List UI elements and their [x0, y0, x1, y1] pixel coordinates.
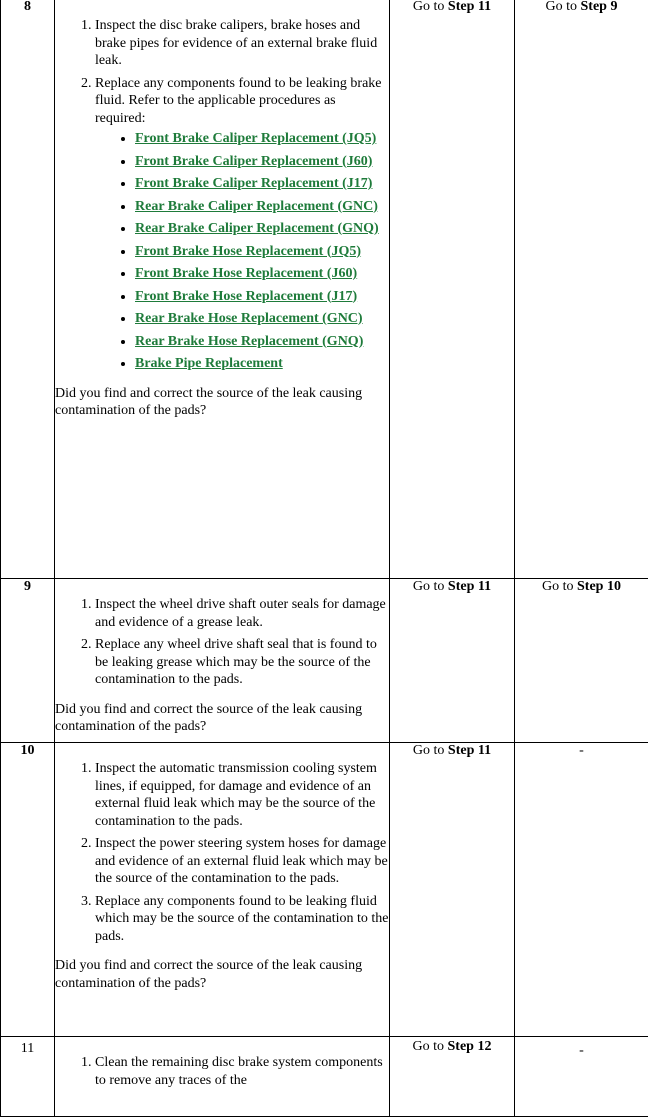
- table-row-step-8: [1, 0, 648, 579]
- link-front-brake-hose-jq5[interactable]: Front Brake Hose Replacement (JQ5): [135, 244, 361, 259]
- yes-prefix: Go to: [413, 1039, 448, 1054]
- list-item: [135, 130, 389, 148]
- instruction-list: [55, 760, 389, 945]
- list-item: [135, 198, 389, 216]
- step-question: Did you find and correct the source of the leak causing contamination of the pads?: [55, 701, 389, 736]
- no-step-link[interactable]: Step 9: [581, 0, 618, 14]
- instruction-item: 2. Replace any wheel drive shaft seal that is found to be leaking grease which may be the source of the contamination to the pads.: [95, 636, 389, 689]
- yes-result: [390, 579, 515, 743]
- link-rear-brake-hose-gnc[interactable]: Rear Brake Hose Replacement (GNC): [135, 311, 363, 326]
- yes-step-link[interactable]: Step 12: [448, 1039, 492, 1054]
- no-step-link[interactable]: Step 10: [577, 579, 621, 594]
- link-rear-brake-caliper-gnc[interactable]: Rear Brake Caliper Replacement (GNC): [135, 199, 378, 214]
- yes-prefix: Go to: [413, 0, 448, 14]
- yes-result: [390, 0, 515, 579]
- yes-prefix: Go to: [413, 743, 448, 758]
- list-item: [135, 265, 389, 283]
- step-action: [55, 743, 390, 1037]
- table-row-step-9: [1, 579, 648, 743]
- step-number: 9: [1, 579, 55, 743]
- step-question: Did you find and correct the source of the leak causing contamination of the pads?: [55, 385, 389, 420]
- yes-step-link[interactable]: Step 11: [448, 743, 491, 758]
- instruction-list: [55, 17, 389, 373]
- table-row-step-10: [1, 743, 648, 1037]
- link-rear-brake-caliper-gnq[interactable]: Rear Brake Caliper Replacement (GNQ): [135, 221, 379, 236]
- instruction-item: 1. Inspect the wheel drive shaft outer seals for damage and evidence of a grease leak.: [95, 596, 389, 631]
- instruction-item: 1. Inspect the automatic transmission cooling system lines, if equipped, for damage and evidence of an external fluid leak which may be the source of the contamination to the pads.: [95, 760, 389, 830]
- no-result: [515, 579, 648, 743]
- link-brake-pipe[interactable]: Brake Pipe Replacement: [135, 356, 283, 371]
- list-item: [135, 333, 389, 351]
- link-front-brake-caliper-jq5[interactable]: Front Brake Caliper Replacement (JQ5): [135, 131, 376, 146]
- list-item: [135, 243, 389, 261]
- step-number: 11: [1, 1037, 55, 1117]
- link-front-brake-caliper-j60[interactable]: Front Brake Caliper Replacement (J60): [135, 154, 372, 169]
- instruction-text: Replace any components found to be leaking brake fluid. Refer to the applicable procedures as required:: [95, 76, 382, 126]
- step-action: [55, 0, 390, 579]
- procedure-link-list: [95, 130, 389, 373]
- link-front-brake-hose-j60[interactable]: Front Brake Hose Replacement (J60): [135, 266, 357, 281]
- instruction-list: [55, 1054, 389, 1089]
- instruction-list: [55, 596, 389, 689]
- yes-result: [390, 743, 515, 1037]
- no-prefix: Go to: [542, 579, 577, 594]
- instruction-item: 1. Inspect the disc brake calipers, brake hoses and brake pipes for evidence of an external brake fluid leak.: [95, 17, 389, 70]
- list-item: [135, 153, 389, 171]
- step-action: [55, 579, 390, 743]
- step-number: 10: [1, 743, 55, 1037]
- instruction-item: 2. Inspect the power steering system hoses for damage and evidence of an external fluid leak which may be the source of the contamination to the pads.: [95, 835, 389, 888]
- list-item: [135, 175, 389, 193]
- list-item: [135, 355, 389, 373]
- yes-step-link[interactable]: Step 11: [448, 579, 491, 594]
- instruction-item: 1. Clean the remaining disc brake system components to remove any traces of the: [95, 1054, 389, 1089]
- yes-result: [390, 1037, 515, 1117]
- no-result: -: [515, 743, 648, 1037]
- link-front-brake-caliper-j17[interactable]: Front Brake Caliper Replacement (J17): [135, 176, 372, 191]
- no-result: -: [515, 1037, 648, 1117]
- list-item: [135, 220, 389, 238]
- table-row-step-11: [1, 1037, 648, 1117]
- yes-step-link[interactable]: Step 11: [448, 0, 491, 14]
- yes-prefix: Go to: [413, 579, 448, 594]
- instruction-item: 3. Replace any components found to be leaking fluid which may be the source of the contamination to the pads.: [95, 893, 389, 946]
- link-front-brake-hose-j17[interactable]: Front Brake Hose Replacement (J17): [135, 289, 357, 304]
- list-item: [135, 288, 389, 306]
- no-result: [515, 0, 648, 579]
- list-item: [135, 310, 389, 328]
- instruction-item: [95, 75, 389, 373]
- step-action: [55, 1037, 390, 1117]
- no-prefix: Go to: [546, 0, 581, 14]
- step-number: 8: [1, 0, 55, 579]
- link-rear-brake-hose-gnq[interactable]: Rear Brake Hose Replacement (GNQ): [135, 334, 363, 349]
- step-question: Did you find and correct the source of the leak causing contamination of the pads?: [55, 957, 389, 992]
